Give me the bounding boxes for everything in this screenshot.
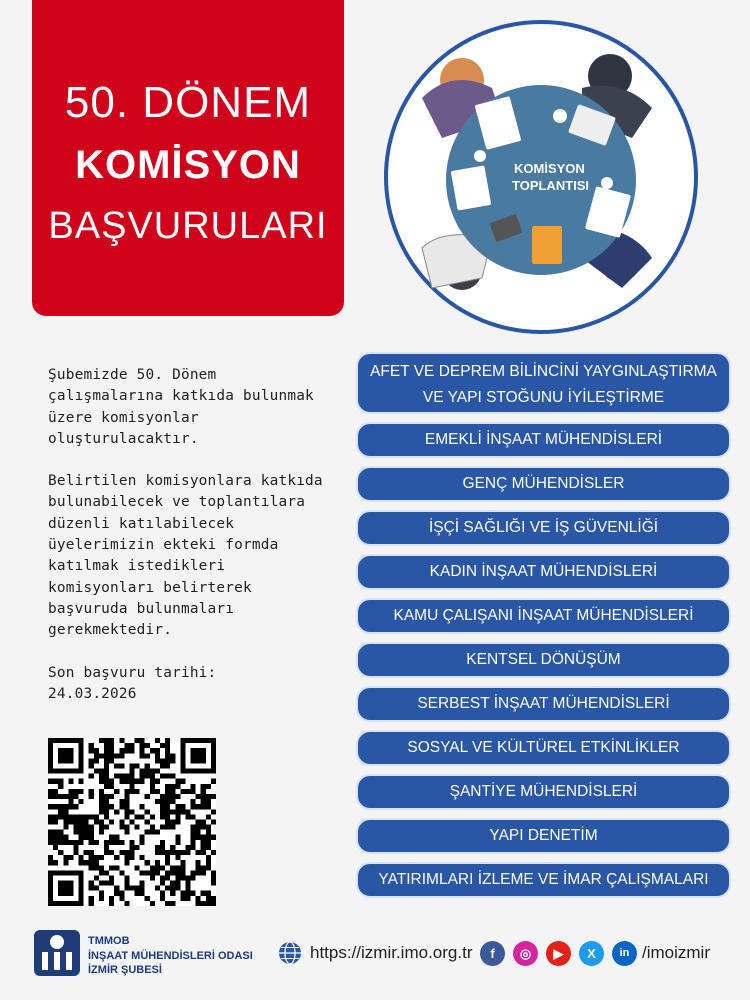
committee-item[interactable] [356,642,731,678]
org-name [88,934,253,978]
x-icon[interactable]: X [579,941,604,966]
title-line-1: 50. DÖNEM [64,78,312,127]
org-line-3: İZMİR ŞUBESİ [88,964,162,976]
committee-item[interactable] [356,730,731,766]
committee-label: ŞANTİYE MÜHENDİSLERİ [449,783,638,800]
illustration-label-1: KOMİSYON [514,161,585,176]
org-line-1: TMMOB [88,935,130,947]
meeting-illustration [382,18,700,336]
committee-label: SERBEST İNŞAAT MÜHENDİSLERİ [417,695,670,712]
title-line-3: BAŞVURULARI [48,205,328,247]
youtube-icon[interactable]: ▶ [546,941,571,966]
website-text: https://izmir.imo.org.tr [310,943,473,962]
committee-label: İŞÇİ SAĞLIĞI VE İŞ GÜVENLİĞİ [428,519,659,536]
committee-item[interactable] [356,774,731,810]
committee-item[interactable] [356,466,731,502]
intro-text [48,365,323,705]
committee-item[interactable] [356,686,731,722]
imo-logo-icon [34,930,80,976]
committee-label: KADIN İNŞAAT MÜHENDİSLERİ [429,563,658,580]
committee-label: YAPI DENETİM [489,827,598,844]
committee-label: SOSYAL VE KÜLTÜREL ETKİNLİKLER [407,739,680,756]
committee-label: EMEKLİ İNŞAAT MÜHENDİSLERİ [424,431,663,448]
title-banner [32,0,344,316]
social-handle: /imoizmir [642,943,710,962]
linkedin-icon[interactable]: in [612,941,637,966]
footer [0,925,750,1000]
committee-label: KAMU ÇALIŞANI İNŞAAT MÜHENDİSLERİ [393,607,694,624]
committee-item[interactable] [356,598,731,634]
org-line-2: İNŞAAT MÜHENDİSLERİ ODASI [88,949,253,962]
committee-item[interactable] [356,352,731,414]
committee-label-line-2: VE YAPI STOĞUNU İYİLEŞTİRME [422,389,665,406]
committee-item[interactable] [356,422,731,458]
qr-code[interactable] [48,738,216,906]
committee-item[interactable] [356,862,731,898]
illustration-label-2: TOPLANTISI [512,178,590,193]
instagram-icon[interactable]: ◎ [513,941,538,966]
intro-paragraph-2: Belirtilen komisyonlara katkıda bulunabilecek ve toplantılara düzenli katılabilecek üyelerimizin ekteki formda katılmak istedikleri komisyonları belirterek başvuruda bulunmaları gerekmektedir. [48,473,323,639]
committee-item[interactable] [356,510,731,546]
committee-item[interactable] [356,554,731,590]
deadline-label: Son başvuru tarihi: [48,664,217,681]
intro-paragraph-1: Şubemizde 50. Dönem çalışmalarına katkıda bulunmak üzere komisyonlar oluşturulacaktır. [48,367,314,447]
social-links [480,941,637,966]
committee-label: AFET VE DEPREM BİLİNCİNİ YAYGINLAŞTIRMA [370,363,717,380]
committee-item[interactable] [356,818,731,854]
committee-label: YATIRIMLARI İZLEME VE İMAR ÇALIŞMALARI [378,871,709,888]
facebook-icon[interactable]: f [480,941,505,966]
deadline-date: 24.03.2026 [48,685,137,702]
globe-icon [278,941,302,965]
committee-label: KENTSEL DÖNÜŞÜM [466,651,621,668]
committee-list [356,352,731,906]
title-line-2: KOMİSYON [75,143,301,187]
committee-label: GENÇ MÜHENDİSLER [462,475,625,492]
